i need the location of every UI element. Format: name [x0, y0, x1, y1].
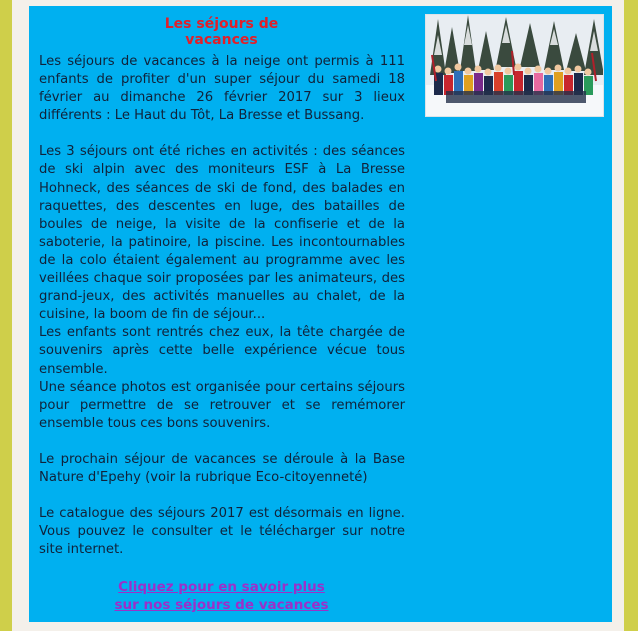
more-info-link[interactable]: [109, 578, 334, 614]
paragraph-return: Les enfants sont rentrés chez eux, la tête chargée de souvenirs après cette belle expérience vécue tous ensemble.: [39, 325, 405, 377]
article-photo: [425, 14, 604, 117]
paragraph-activities: Les 3 séjours ont été riches en activités : des séances de ski alpin avec des moniteurs ESF à La Bresse Hohneck, des séances de ski de fond, des balades en raquettes, des descentes en luge, des batailles de boules de neige, la visite de la confiserie et de la saboterie, la patinoire, la piscine. Les incontournables de la colo étaient également au programme avec les veillées chaque soir proposées par les animateurs, des grand-jeux, des activités manuelles au chalet, de la cuisine, la boom de fin de séjour...: [39, 144, 405, 323]
ski-group-photo: [426, 15, 603, 116]
article-panel: [29, 6, 612, 622]
paragraph-catalogue: Le catalogue des séjours 2017 est désormais en ligne. Vous pouvez le consulter et le télécharger sur notre site internet.: [39, 506, 405, 558]
paragraph-photos: Une séance photos est organisée pour certains séjours pour permettre de se retrouver et se remémorer ensemble tous ces bons souvenirs.: [39, 379, 405, 431]
paragraph-next: Le prochain séjour de vacances se déroule à la Base Nature d'Epehy (voir la rubrique Eco-citoyenneté): [39, 451, 405, 485]
more-info-link-line2[interactable]: sur nos séjours de vacances: [114, 597, 329, 613]
more-info-link-line1[interactable]: Cliquez pour en savoir plus: [118, 579, 325, 595]
paragraph-intro: Les séjours de vacances à la neige ont permis à 111 enfants de profiter d'un super séjour du samedi 18 février au dimanche 26 février 2017 sur 3 lieux différents : Le Haut du Tôt, La Bresse et Bussang.: [39, 54, 405, 124]
article-title: Les séjours de vacances: [164, 16, 279, 48]
article-body: [39, 53, 405, 559]
